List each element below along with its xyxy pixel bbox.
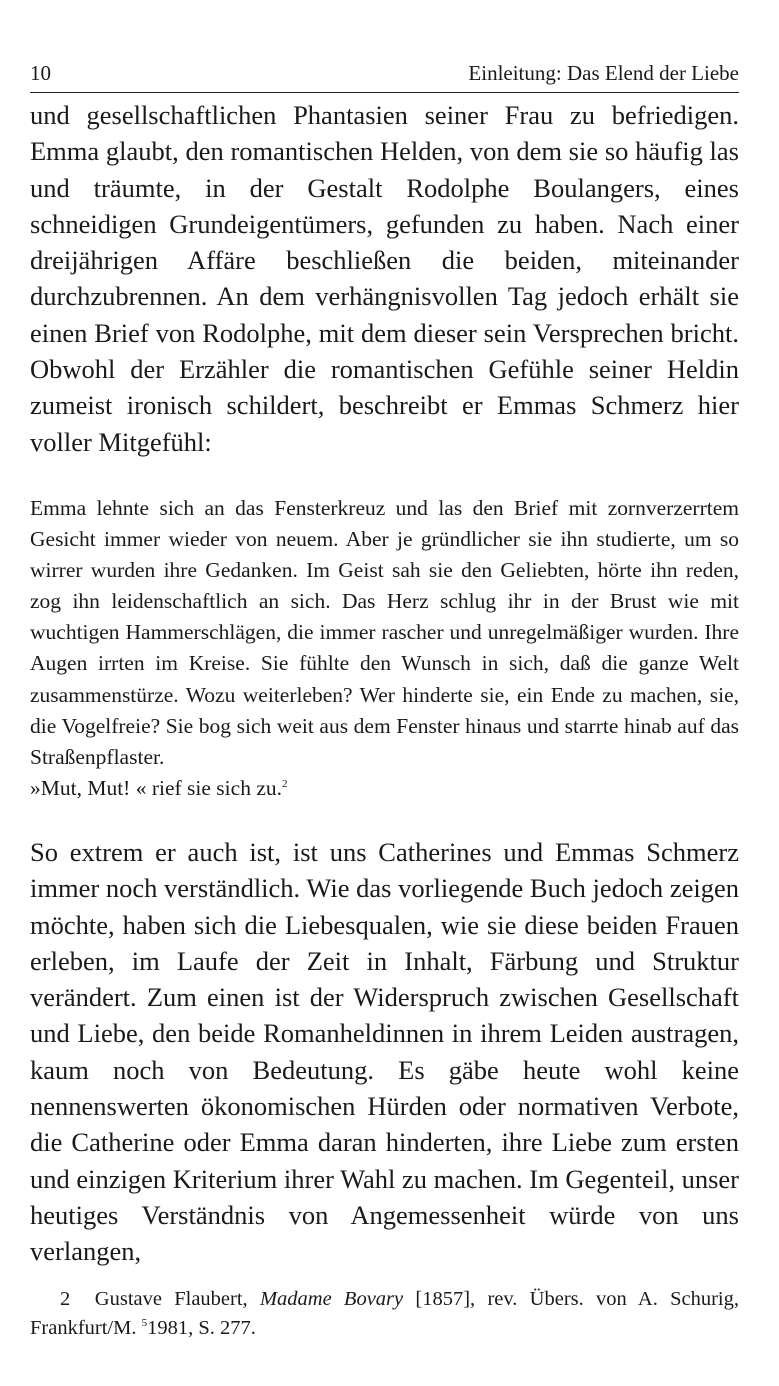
body-paragraph-1: und gesellschaftlichen Phantasien seiner Frau zu befriedigen. Emma glaubt, den romantischen Helden, von dem sie so häufig las und träumte, in der Gestalt Rodolphe Boulangers, eines schneidigen Grundeigentümers, gefunden zu haben. Nach einer dreijährigen Affäre beschließen die beiden, miteinander durchzubrennen. An dem verhängnisvollen Tag jedoch erhält sie einen Brief von Rodolphe, mit dem dieser sein Versprechen bricht. Obwohl der Erzähler die romantischen Gefühle seiner Heldin zumeist ironisch schildert, beschreibt er Emmas Schmerz hier voller Mitgefühl:: [30, 100, 739, 457]
footnote: [30, 1285, 739, 1343]
footnote-book-title: Madame Bovary: [259, 1288, 404, 1311]
running-title: Einleitung: Das Elend der Liebe: [468, 61, 739, 85]
running-header: [30, 56, 739, 93]
body-paragraph-2: So extrem er auch ist, ist uns Catherines und Emmas Schmerz immer noch verständlich. Wie das vorliegende Buch jedoch zeigen möchte, haben sich die Liebesqualen, wie sie diese beiden Frauen erleben, im Laufe der Zeit in Inhalt, Färbung und Struktur verändert. Zum einen ist der Widerspruch zwischen Gesellschaft und Liebe, den beide Romanheldinnen in ihrem Leiden austragen, kaum noch von Bedeutung. Es gäbe heute wohl keine nennenswerten ökonomischen Hürden oder normativen Verbote, die Catherine oder Emma daran hinderten, ihre Liebe zum ersten und einzigen Kriterium ihrer Wahl zu machen. Im Gegenteil, unser heutiges Verständnis von Angemessenheit würde von uns verlangen,: [30, 836, 739, 1267]
footnote-author: Gustave Flaubert,: [94, 1288, 248, 1311]
block-quote: [30, 493, 739, 804]
footnote-edition: 5: [141, 1317, 148, 1330]
page-number: 10: [30, 61, 51, 85]
quote-last-line: [30, 773, 739, 804]
book-page: [30, 56, 739, 1343]
footnote-year-page: 1981, S. 277.: [147, 1317, 256, 1340]
quote-text: Emma lehnte sich an das Fensterkreuz und las den Brief mit zornverzerrtem Gesicht immer wieder von neuem. Aber je gründlicher sie ihn studierte, um so wirrer wurden ihre Gedanken. Im Geist sah sie den Geliebten, hörte ihn reden, zog ihn leidenschaftlich an sich. Das Herz schlug ihr in der Brust wie mit wuchtigen Hammerschlägen, die immer rascher und unregelmäßiger wurden. Ihre Augen irrten im Kreise. Sie fühlte den Wunsch in sich, daß die ganze Welt zusammenstürze. Wozu weiterleben? Wer hinderte sie, ein Ende zu machen, sie, die Vogelfreie? Sie bog sich weit aus dem Fenster hinaus und starrte hinab auf das Straßenpflaster.: [30, 495, 739, 769]
quote-exclamation: »Mut, Mut! « rief sie sich zu.: [30, 775, 282, 800]
footnote-reference: 2: [282, 777, 288, 790]
footnote-number: 2: [60, 1288, 71, 1311]
footnote-publication: [1857], rev. Übers. von A. Schurig, Frankfurt/M.: [30, 1288, 740, 1340]
